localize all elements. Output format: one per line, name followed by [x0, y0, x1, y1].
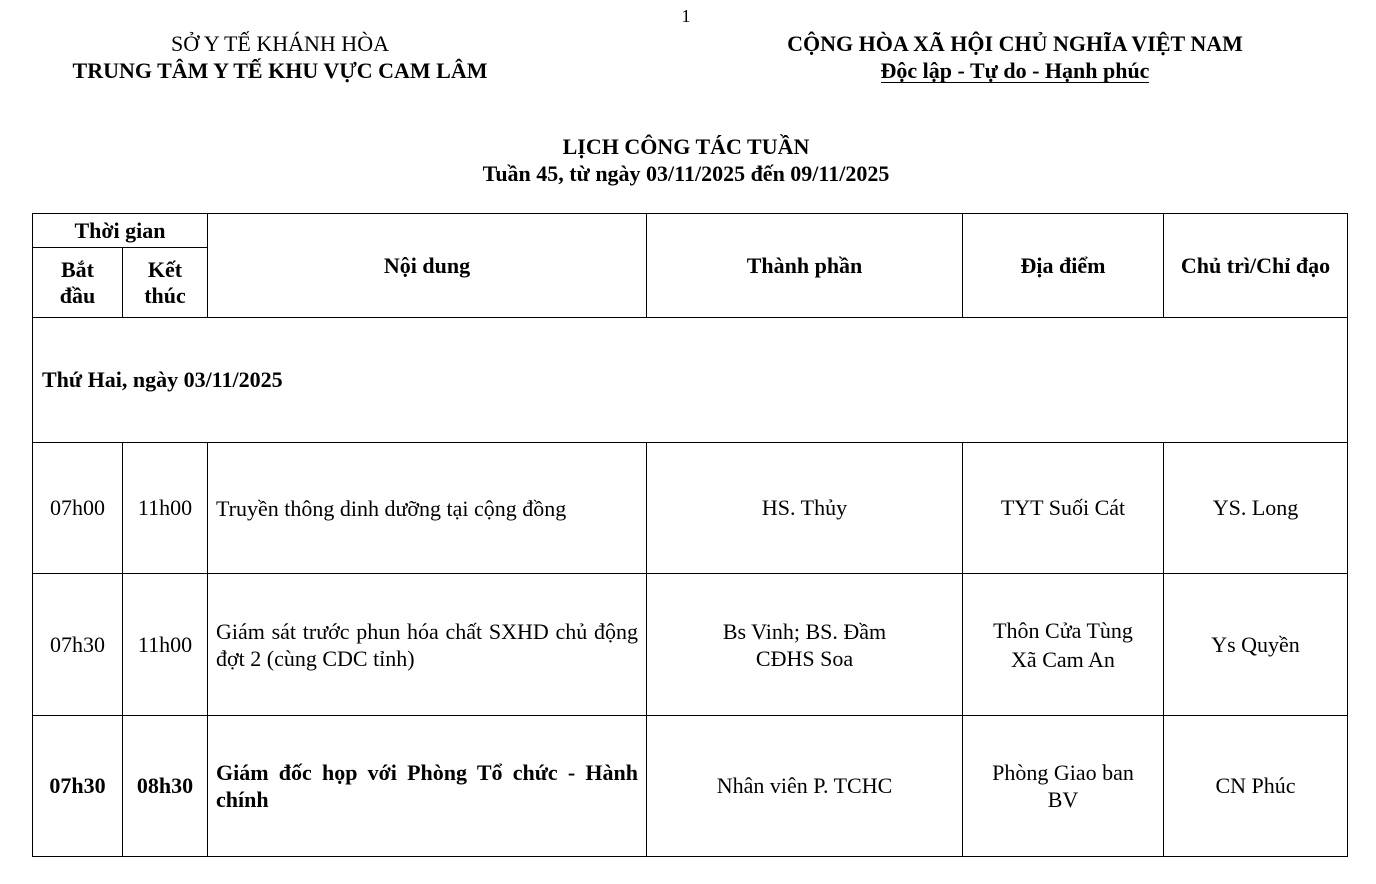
header-members: Thành phần: [647, 214, 963, 318]
location-cell: Thôn Cửa Tùng Xã Cam An: [963, 574, 1164, 716]
nation-name: CỘNG HÒA XÃ HỘI CHỦ NGHĨA VIỆT NAM: [787, 31, 1243, 56]
end-time: 11h00: [123, 443, 208, 574]
header-location: Địa điểm: [963, 214, 1164, 318]
agency-header: [30, 30, 530, 84]
table-row: [33, 716, 1348, 857]
schedule-table: [32, 213, 1348, 857]
start-time: 07h30: [33, 716, 123, 857]
members-cell: Nhân viên P. TCHC: [647, 716, 963, 857]
location-cell: Phòng Giao ban BV: [963, 716, 1164, 857]
document-title: [0, 133, 1372, 187]
header-row: [33, 214, 1348, 248]
content-cell: Giám sát trước phun hóa chất SXHD chủ động đợt 2 (cùng CDC tỉnh): [208, 574, 647, 716]
start-time: 07h30: [33, 574, 123, 716]
header-start: Bắt đầu: [33, 248, 123, 318]
day-label: Thứ Hai, ngày 03/11/2025: [33, 318, 1348, 443]
chair-cell: YS. Long: [1164, 443, 1348, 574]
header-content: Nội dung: [208, 214, 647, 318]
day-row: [33, 318, 1348, 443]
agency-parent: SỞ Y TẾ KHÁNH HÒA: [171, 31, 389, 56]
table-row: [33, 443, 1348, 574]
chair-cell: Ys Quyền: [1164, 574, 1348, 716]
nation-motto: Độc lập - Tự do - Hạnh phúc: [880, 58, 1150, 83]
members-cell: Bs Vinh; BS. Đầm CĐHS Soa: [647, 574, 963, 716]
title-main: LỊCH CÔNG TÁC TUẦN: [562, 134, 810, 159]
chair-cell: CN Phúc: [1164, 716, 1348, 857]
title-sub: Tuần 45, từ ngày 03/11/2025 đến 09/11/2025: [482, 161, 890, 186]
location-cell: TYT Suối Cát: [963, 443, 1164, 574]
header-time: Thời gian: [33, 214, 208, 248]
header-chair: Chủ trì/Chỉ đạo: [1164, 214, 1348, 318]
end-time: 11h00: [123, 574, 208, 716]
content-cell: Giám đốc họp với Phòng Tổ chức - Hành chính: [208, 716, 647, 857]
header-end: Kết thúc: [123, 248, 208, 318]
agency-name: TRUNG TÂM Y TẾ KHU VỰC CAM LÂM: [72, 58, 488, 83]
end-time: 08h30: [123, 716, 208, 857]
page-number: 1: [681, 6, 691, 26]
table-row: [33, 574, 1348, 716]
national-header: [760, 30, 1270, 84]
start-time: 07h00: [33, 443, 123, 574]
members-cell: HS. Thủy: [647, 443, 963, 574]
content-cell: Truyền thông dinh dưỡng tại cộng đồng: [208, 443, 647, 574]
